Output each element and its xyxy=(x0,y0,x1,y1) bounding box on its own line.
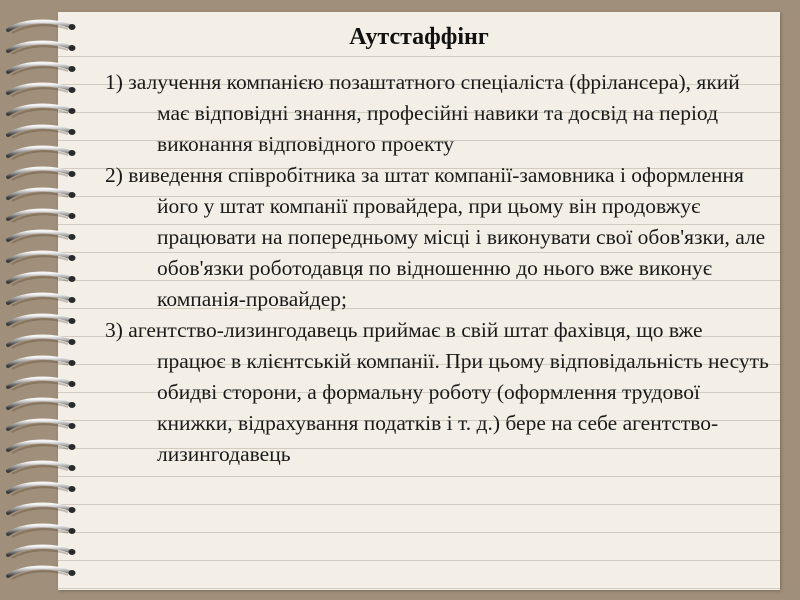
spiral-binding-icon xyxy=(0,12,90,590)
binding-hole xyxy=(69,486,76,492)
binding-hole xyxy=(69,234,76,240)
binding-hole xyxy=(69,381,76,387)
binding-hole xyxy=(69,570,76,576)
binding-hole xyxy=(69,465,76,471)
list-item-1: 1) залучення компанією позаштатного спеціаліста (фрілансера), який має відповідні знання, професійні навики та досвід на період виконання відповідного проекту xyxy=(105,70,740,156)
binding-hole xyxy=(69,507,76,513)
list-item-3: 3) агентство-лизингодавець приймає в свій штат фахівця, що вже працює в клієнтській компанії. При цьому відповідальність несуть обидві сторони, а формальну роботу (оформлення трудової книжки, відрахування податків і т. д.) бере на себе агентство-лизингодавець xyxy=(105,318,769,466)
binding-hole xyxy=(69,528,76,534)
binding-hole xyxy=(69,66,76,72)
binding-hole xyxy=(69,87,76,93)
binding-hole xyxy=(69,549,76,555)
list-item-2: 2) виведення співробітника за штат компанії-замовника і оформлення його у штат компанії провайдера, при цьому він продовжує працювати на попередньому місці і виконувати свої обов'язки, але обов'язки роботодавця по відношенню до нього вже виконує компанія-провайдер; xyxy=(105,163,766,311)
binding-hole xyxy=(69,129,76,135)
binding-hole xyxy=(69,150,76,156)
binding-hole xyxy=(69,339,76,345)
binding-hole xyxy=(69,255,76,261)
binding-hole xyxy=(69,444,76,450)
binding-hole xyxy=(69,297,76,303)
binding-hole xyxy=(69,171,76,177)
binding-hole xyxy=(69,192,76,198)
binding-hole xyxy=(69,276,76,282)
binding-hole xyxy=(69,213,76,219)
binding-hole xyxy=(69,402,76,408)
binding-hole xyxy=(69,423,76,429)
binding-hole xyxy=(69,108,76,114)
binding-hole xyxy=(69,318,76,324)
binding-hole xyxy=(69,360,76,366)
slide-title: Аутстаффінг xyxy=(349,24,489,50)
slide-content xyxy=(105,67,773,470)
